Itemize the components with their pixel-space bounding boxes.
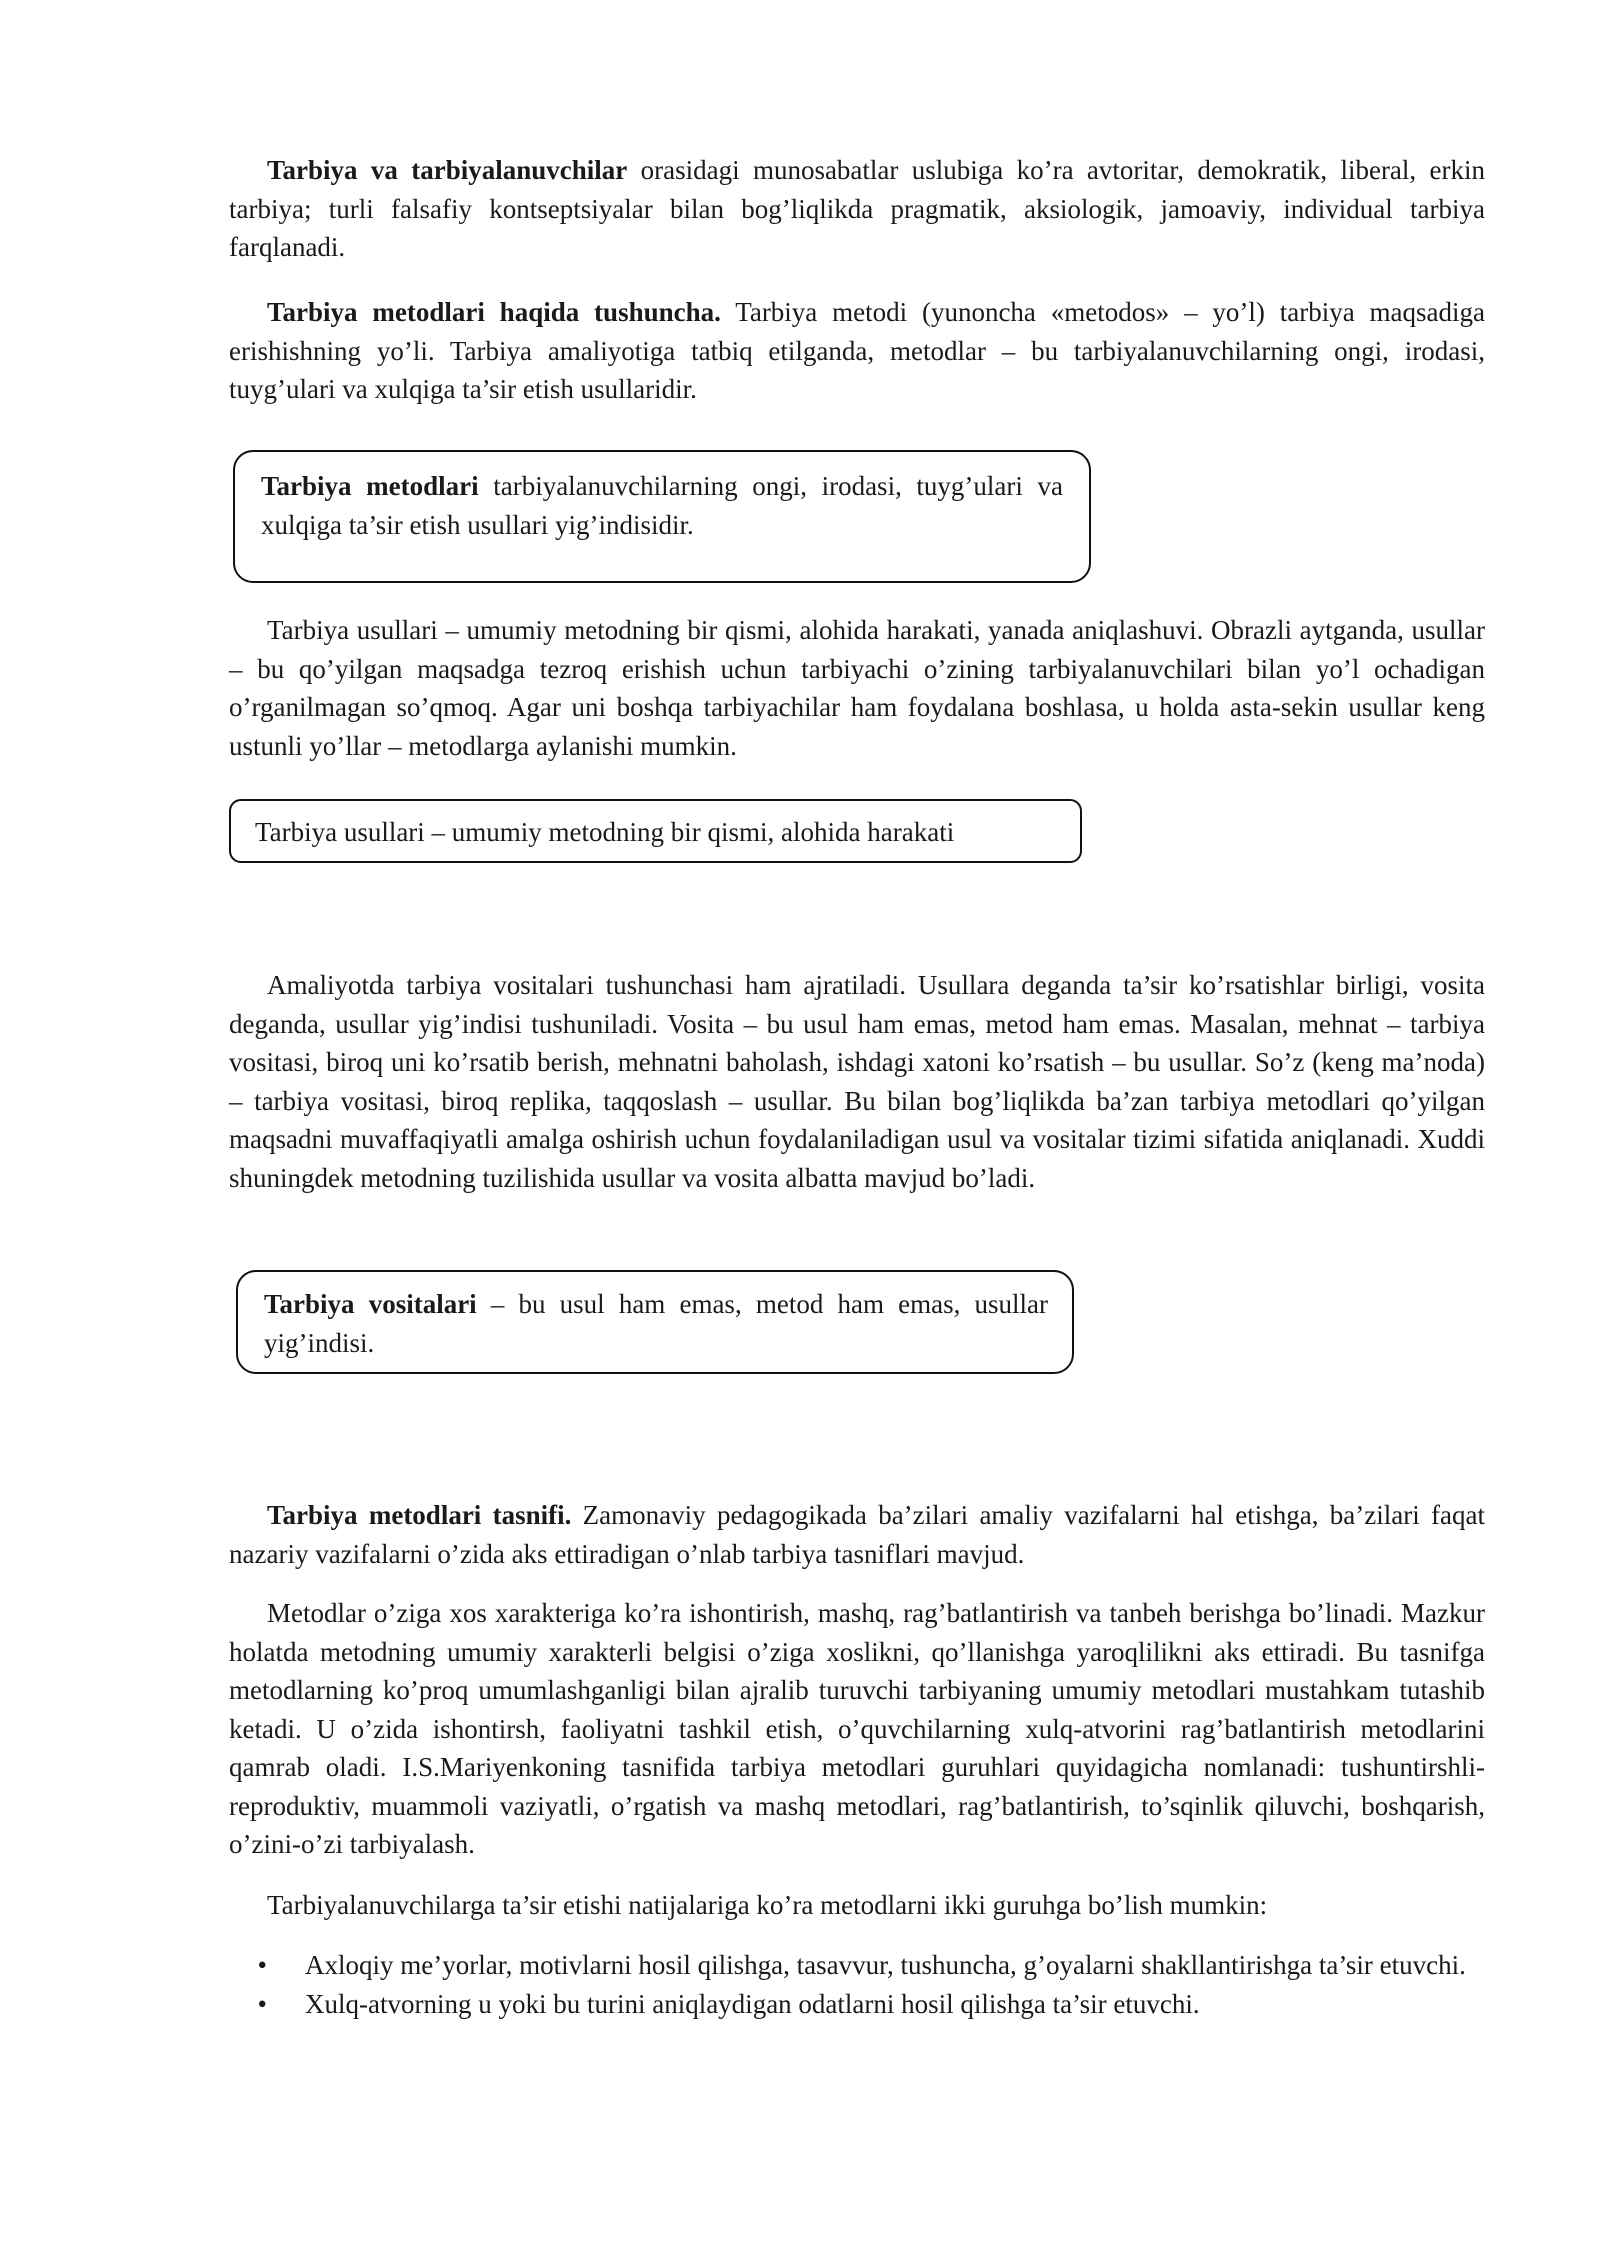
bullet-icon	[229, 1985, 305, 2024]
paragraph-text: Amaliyotda tarbiya vositalari tushunchasi ham ajratiladi. Usullara deganda ta’sir ko’rsatishlar birligi, vosita deganda, usullar yig’indisi tushuniladi. Vosita – bu usul ham emas, metod ham emas. Masalan, mehnat – tarbiya vositasi, biroq uni ko’rsatib berish, mehnatni baholash, ishdagi xatoni ko’rsatish – bu usullar. So’z (keng ma’noda) – tarbiya vositasi, biroq replika, taqqoslash – usullar. Bu bilan bog’liqlikda ba’zan tarbiya metodlari qo’yilgan maqsadni muvaffaqiyatli amalga oshirish uchun foydalaniladigan usul va vositalar tizimi sifatida aniqlanadi. Xuddi shuningdek metodning tuzilishida usullar va vosita albatta mavjud bo’ladi.	[229, 970, 1485, 1193]
paragraph-methods-concept	[229, 293, 1485, 409]
definition-text: Tarbiya metodlari tarbiyalanuvchilarning ongi, irodasi, tuyg’ulari va xulqiga ta’sir etish usullari yig’indisidir.	[261, 471, 1063, 540]
bullet-icon	[229, 1946, 305, 1985]
definition-box-methods	[233, 450, 1091, 583]
term-bold: Tarbiya vositalari	[264, 1289, 477, 1319]
paragraph-text: Zamonaviy pedagogikada ba’zilari amaliy vazifalarni hal etishga, ba’zilari faqat nazariy vazifalarni o’zida aks ettiradigan o’nlab tarbiya tasniflari mavjud.	[229, 1500, 1485, 1569]
section-heading: Tarbiya metodlari tasnifi.	[267, 1500, 572, 1530]
definition-box-means	[236, 1270, 1074, 1374]
paragraph-methods-types	[229, 1594, 1485, 1864]
paragraph-techniques	[229, 611, 1485, 765]
paragraph-classification	[229, 1496, 1485, 1573]
paragraph-text: Metodlar o’ziga xos xarakteriga ko’ra ishontirish, mashq, rag’batlantirish va tanbeh berishga bo’linadi. Mazkur holatda metodning umumiy xarakterli belgisi o’ziga xoslikni, qo’llanishga yaroqlilikni aks ettiradi. Bu tasnifga metodlarning ko’proq umumlashganligi bilan ajralib turuvchi tarbiyaning umumiy metodlari mustahkam tutashib ketadi. U o’zida ishontirsh, faoliyatni tashkil etish, o’quvchilarning xulq-atvorini rag’batlantirish metodlarini qamrab oladi. I.S.Mariyenkoning tasnifida tarbiya metodlari guruhlari quyidagicha nomlanadi: tushuntirshli-reproduktiv, muammoli vaziyatli, o’rgatish va mashq metodlari, rag’batlantirish, to’sqinlik qiluvchi, boshqarish, o’zini-o’zi tarbiyalash.	[229, 1598, 1485, 1859]
list-item: •Xulq-atvorning u yoki bu turini aniqlaydigan odatlarni hosil qilishga ta’sir etuvchi.	[229, 1985, 1485, 2024]
term-bold: Tarbiya va tarbiyalanuvchilar	[267, 155, 628, 185]
definition-box-techniques	[229, 799, 1082, 863]
paragraph-text: Tarbiyalanuvchilarga ta’sir etishi natijalariga ko’ra metodlarni ikki guruhga bo’lish mumkin:	[267, 1890, 1268, 1920]
paragraph-two-groups	[229, 1886, 1485, 1925]
section-heading: Tarbiya metodlari haqida tushuncha.	[267, 297, 721, 327]
bullet-list	[229, 1946, 1485, 2023]
list-item: •Axloqiy me’yorlar, motivlarni hosil qilishga, tasavvur, tushuncha, g’oyalarni shakllantirishga ta’sir etuvchi.	[229, 1946, 1485, 1985]
paragraph-text: Tarbiya metodi (yunoncha «metodos» – yo’l) tarbiya maqsadiga erishishning yo’li. Tarbiya amaliyotiga tatbiq etilganda, metodlar – bu tarbiyalanuvchilarning ongi, irodasi, tuyg’ulari va xulqiga ta’sir etish usullaridir.	[229, 297, 1485, 404]
paragraph-text: orasidagi munosabatlar uslubiga ko’ra avtoritar, demokratik, liberal, erkin tarbiya; turli falsafiy kontseptsiyalar bilan bog’liqlikda pragmatik, aksiologik, jamoaviy, individual tarbiya farqlanadi.	[229, 155, 1486, 262]
paragraph-text: Tarbiya usullari – umumiy metodning bir qismi, alohida harakati, yanada aniqlashuvi. Obrazli aytganda, usullar – bu qo’yilgan maqsadga tezroq erishish uchun tarbiyachi o’zining tarbiyalanuvchilari bilan yo’l ochadigan o’rganilmagan so’qmoq. Agar uni boshqa tarbiyachilar ham foydalana boshlasa, u holda asta-sekin usullar keng ustunli yo’llar – metodlarga aylanishi mumkin.	[229, 615, 1485, 761]
definition-text: Tarbiya usullari – umumiy metodning bir qismi, alohida harakati	[255, 817, 955, 847]
paragraph-means	[229, 966, 1485, 1197]
definition-text: Tarbiya vositalari – bu usul ham emas, metod ham emas, usullar yig’indisi.	[264, 1289, 1048, 1358]
term-bold: Tarbiya metodlari	[261, 471, 479, 501]
paragraph-upbringing-styles	[229, 151, 1485, 267]
